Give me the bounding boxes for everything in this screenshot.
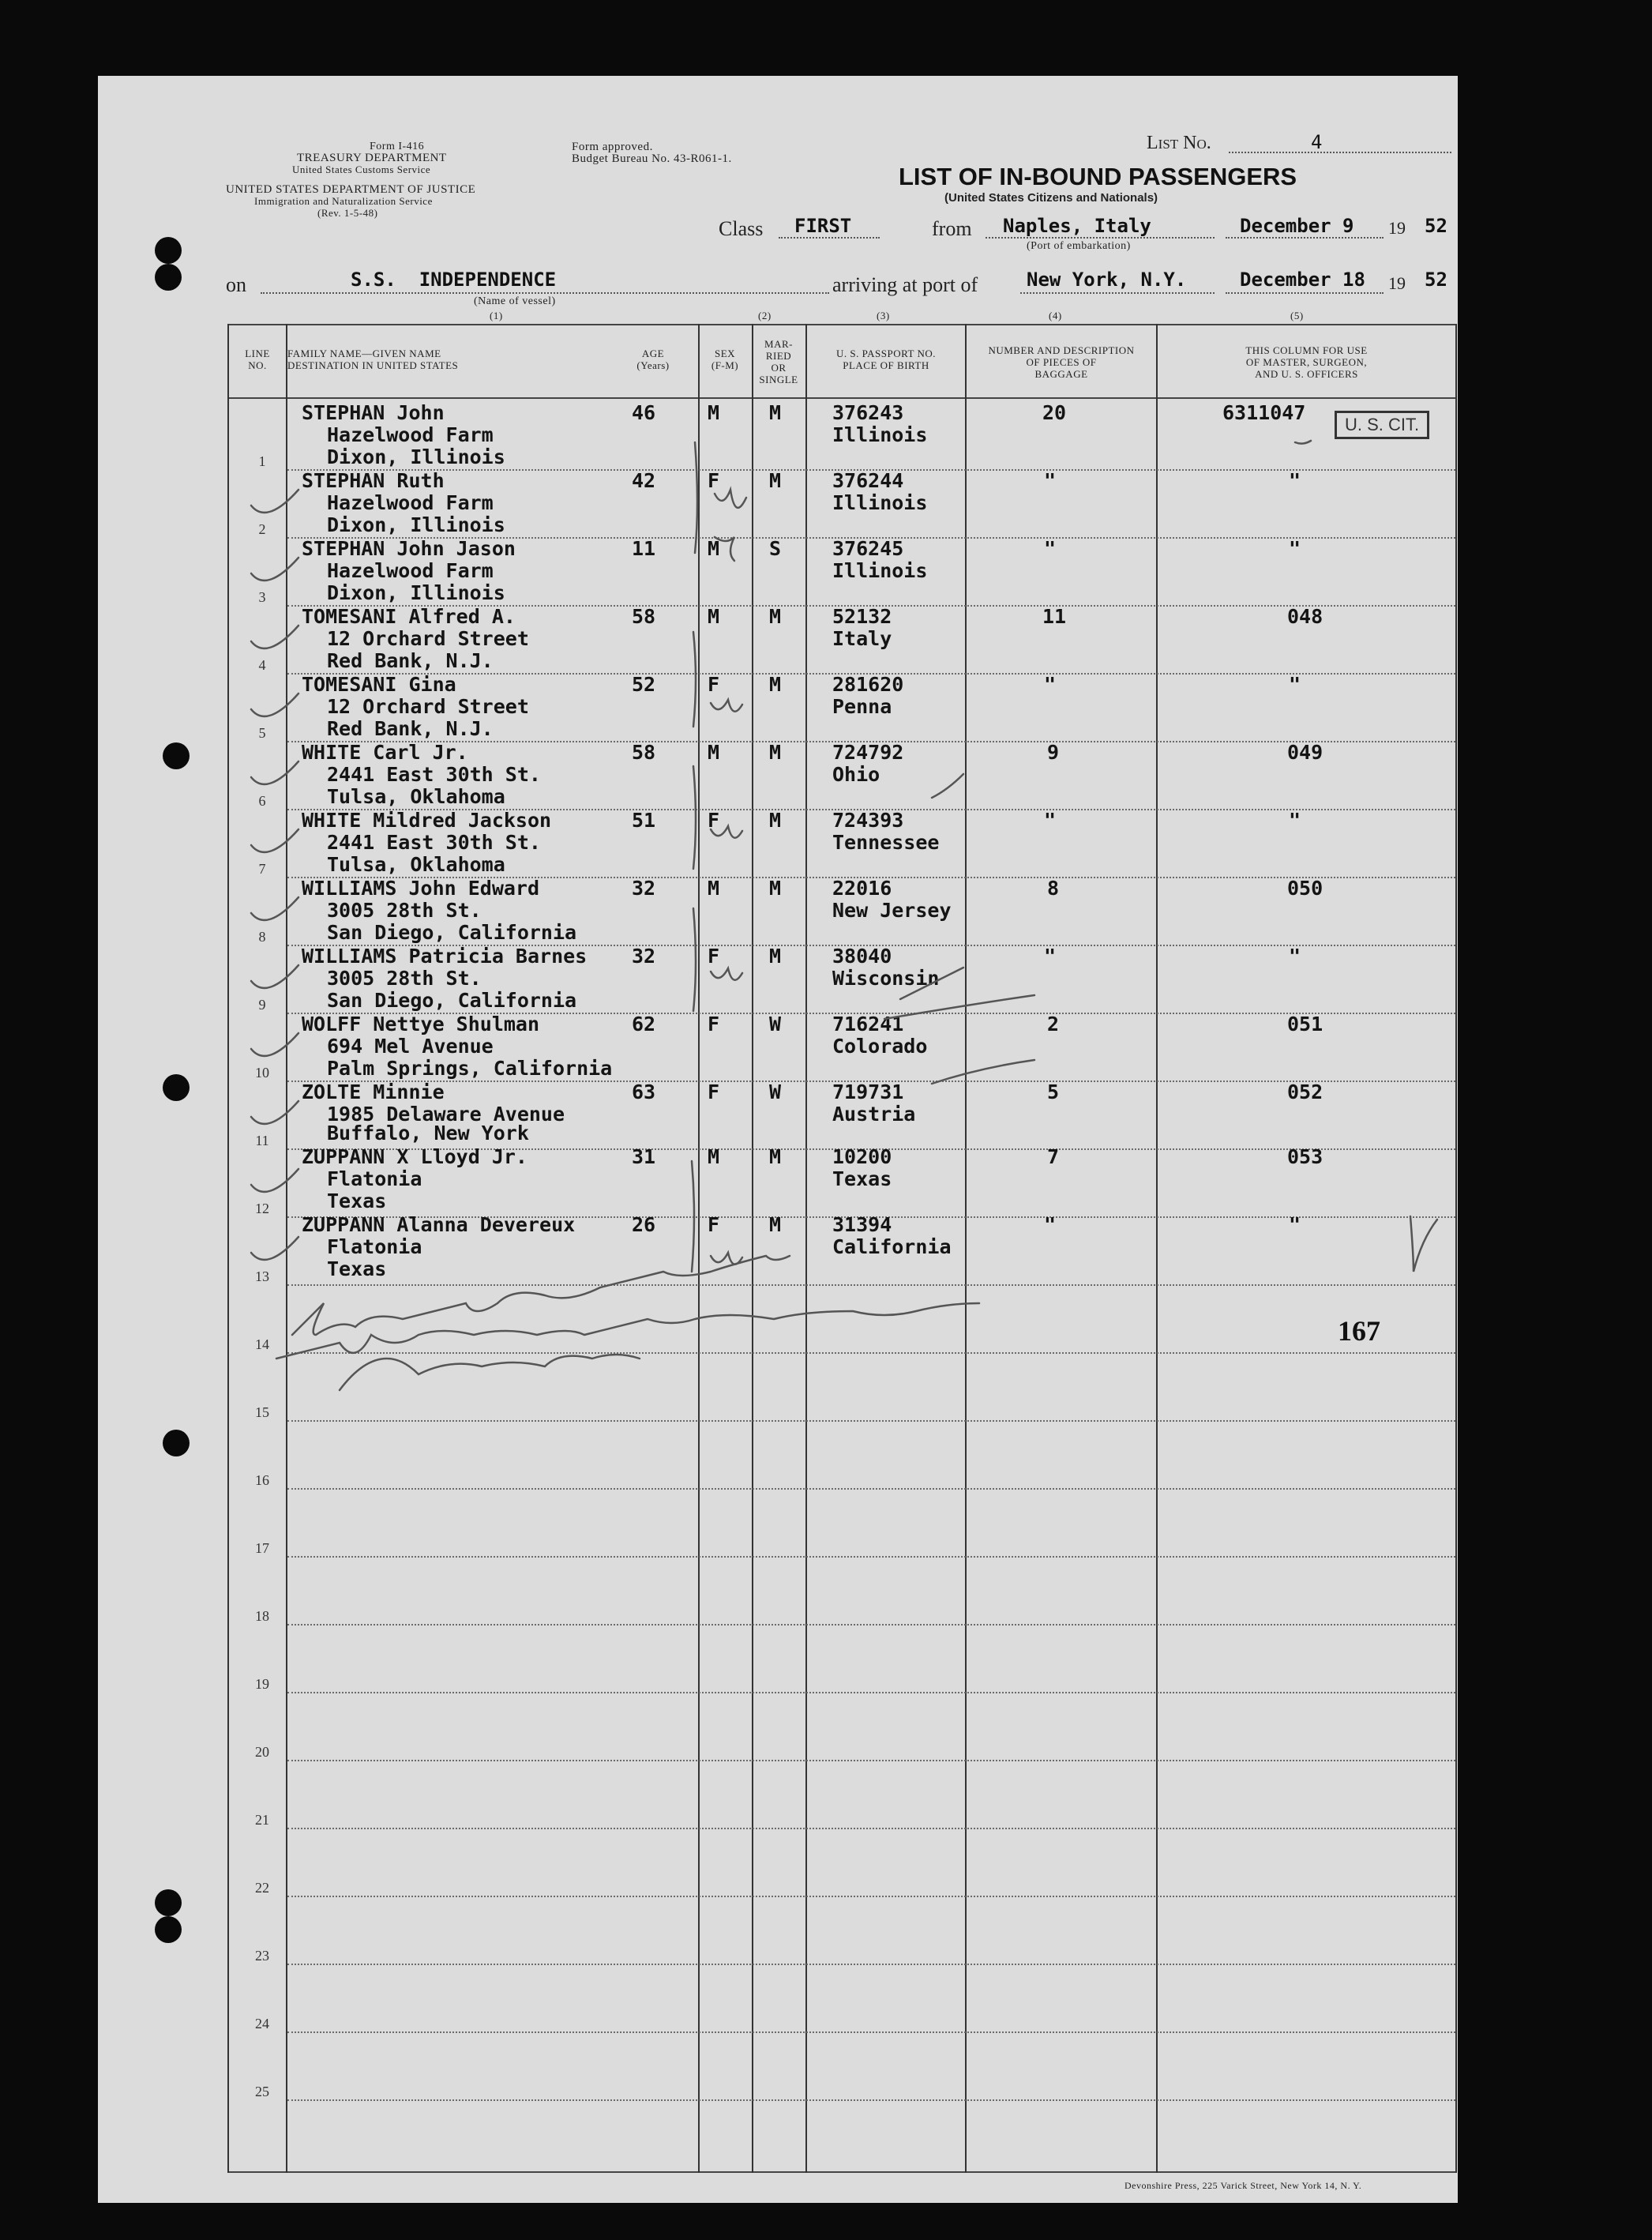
line-number: 15 bbox=[255, 1404, 269, 1420]
arrival-date-line bbox=[1226, 292, 1384, 294]
vessel-line bbox=[261, 292, 829, 294]
passenger-name: TOMESANI Alfred A. bbox=[302, 605, 516, 628]
passenger-married: M bbox=[769, 945, 782, 968]
passenger-city: Red Bank, N.J. bbox=[327, 717, 494, 740]
passenger-city: Red Bank, N.J. bbox=[327, 649, 494, 672]
passenger-age: 52 bbox=[632, 673, 656, 696]
class-line bbox=[779, 237, 880, 239]
class-value: FIRST bbox=[794, 215, 852, 237]
line-number: 3 bbox=[258, 589, 266, 605]
place-of-birth: Texas bbox=[832, 1167, 892, 1190]
baggage-count: 9 bbox=[1047, 741, 1060, 764]
line-number: 9 bbox=[258, 997, 266, 1013]
from-line bbox=[986, 237, 1215, 239]
baggage-count: 5 bbox=[1047, 1081, 1060, 1103]
passport-number: 376245 bbox=[832, 537, 904, 560]
embark-date-line bbox=[1226, 237, 1384, 239]
form-number: Form I-416 bbox=[370, 141, 425, 152]
passenger-address: Flatonia bbox=[327, 1167, 422, 1190]
passenger-address: 694 Mel Avenue bbox=[327, 1035, 494, 1058]
passenger-sex: M bbox=[708, 605, 720, 628]
line-number: 20 bbox=[255, 1744, 269, 1760]
passenger-age: 58 bbox=[632, 741, 656, 764]
place-of-birth: Austria bbox=[832, 1103, 916, 1126]
passenger-age: 63 bbox=[632, 1081, 656, 1103]
page-title: LIST OF IN-BOUND PASSENGERS bbox=[899, 163, 1297, 190]
passenger-married: M bbox=[769, 605, 782, 628]
officer-note: " bbox=[1289, 469, 1301, 492]
passenger-age: 46 bbox=[632, 401, 656, 424]
officer-note: " bbox=[1289, 1213, 1301, 1236]
page-number: 167 bbox=[1338, 1315, 1380, 1347]
vessel-name: S.S. INDEPENDENCE bbox=[351, 269, 557, 291]
passenger-name: WILLIAMS John Edward bbox=[302, 877, 540, 900]
ins: Immigration and Naturalization Service bbox=[254, 195, 433, 207]
passenger-married: S bbox=[769, 537, 782, 560]
col-age: AGE (Years) bbox=[636, 348, 670, 371]
passenger-city: Tulsa, Oklahoma bbox=[327, 853, 505, 876]
line-number: 16 bbox=[255, 1472, 269, 1488]
passenger-sex: F bbox=[708, 469, 720, 492]
arrival-year-prefix: 19 bbox=[1388, 273, 1406, 293]
line-number: 4 bbox=[258, 657, 266, 673]
col-sex: SEX (F-M) bbox=[711, 348, 739, 371]
passenger-sex: F bbox=[708, 673, 720, 696]
baggage-count: " bbox=[1044, 945, 1057, 968]
line-number: 5 bbox=[258, 725, 266, 741]
col-passport: U. S. PASSPORT NO. PLACE OF BIRTH bbox=[836, 348, 936, 371]
embark-caption: (Port of embarkation) bbox=[1027, 240, 1131, 252]
passenger-city: Buffalo, New York bbox=[327, 1122, 529, 1144]
passenger-married: M bbox=[769, 877, 782, 900]
form-approved: Form approved. bbox=[572, 141, 653, 153]
passenger-city: Dixon, Illinois bbox=[327, 445, 505, 468]
passenger-address: Flatonia bbox=[327, 1235, 422, 1258]
passport-number: 52132 bbox=[832, 605, 892, 628]
passenger-city: Dixon, Illinois bbox=[327, 581, 505, 604]
passenger-sex: F bbox=[708, 945, 720, 968]
passenger-city: Palm Springs, California bbox=[327, 1057, 613, 1080]
passenger-married: W bbox=[769, 1081, 782, 1103]
passenger-age: 51 bbox=[632, 809, 656, 832]
baggage-count: 11 bbox=[1042, 605, 1067, 628]
passenger-address: Hazelwood Farm bbox=[327, 423, 494, 446]
line-number: 1 bbox=[258, 453, 266, 469]
passenger-name: STEPHAN Ruth bbox=[302, 469, 445, 492]
officer-note: " bbox=[1289, 673, 1301, 696]
passenger-age: 32 bbox=[632, 945, 656, 968]
passport-number: 22016 bbox=[832, 877, 892, 900]
passport-number: 376244 bbox=[832, 469, 904, 492]
arrival-port: New York, N.Y. bbox=[1027, 269, 1187, 291]
printer-credit: Devonshire Press, 225 Varick Street, New York 14, N. Y. bbox=[1124, 2180, 1362, 2191]
arrival-year: 52 bbox=[1425, 269, 1447, 291]
line-number: 12 bbox=[255, 1201, 269, 1216]
line-number: 19 bbox=[255, 1676, 269, 1692]
baggage-count: 7 bbox=[1047, 1145, 1060, 1168]
passenger-name: WOLFF Nettye Shulman bbox=[302, 1013, 540, 1035]
passenger-name: WHITE Mildred Jackson bbox=[302, 809, 552, 832]
passport-number: 724792 bbox=[832, 741, 904, 764]
col-officers: THIS COLUMN FOR USE OF MASTER, SURGEON, AND U. S. OFFICERS bbox=[1245, 344, 1368, 380]
passenger-name: STEPHAN John bbox=[302, 401, 445, 424]
line-number: 8 bbox=[258, 929, 266, 945]
col-name: FAMILY NAME—GIVEN NAME DESTINATION IN UNITED STATES bbox=[287, 348, 459, 371]
col-baggage: NUMBER AND DESCRIPTION OF PIECES OF BAGGAGE bbox=[988, 344, 1135, 380]
passenger-sex: M bbox=[708, 1145, 720, 1168]
place-of-birth: Ohio bbox=[832, 763, 880, 786]
baggage-count: 20 bbox=[1042, 401, 1067, 424]
passenger-age: 26 bbox=[632, 1213, 656, 1236]
officer-note: 6311047 bbox=[1222, 401, 1306, 424]
passenger-name: ZUPPANN X Lloyd Jr. bbox=[302, 1145, 528, 1168]
manifest-page bbox=[98, 76, 1458, 2203]
line-number: 21 bbox=[255, 1812, 269, 1828]
justice-dept: UNITED STATES DEPARTMENT OF JUSTICE bbox=[226, 183, 476, 196]
passenger-sex: M bbox=[708, 877, 720, 900]
line-number: 17 bbox=[255, 1540, 269, 1556]
passenger-address: 12 Orchard Street bbox=[327, 695, 529, 718]
passport-number: 10200 bbox=[832, 1145, 892, 1168]
place-of-birth: Tennessee bbox=[832, 831, 940, 854]
col-line-no: LINE NO. bbox=[245, 348, 270, 371]
col-married: MAR- RIED OR SINGLE bbox=[759, 338, 798, 385]
passenger-address: 12 Orchard Street bbox=[327, 627, 529, 650]
line-number: 24 bbox=[255, 2016, 269, 2031]
passenger-sex: M bbox=[708, 741, 720, 764]
list-no-value: 4 bbox=[1311, 131, 1323, 153]
passenger-married: M bbox=[769, 741, 782, 764]
passenger-age: 58 bbox=[632, 605, 656, 628]
passport-number: 376243 bbox=[832, 401, 904, 424]
passport-number: 31394 bbox=[832, 1213, 892, 1236]
passenger-address: 2441 East 30th St. bbox=[327, 831, 541, 854]
passport-number: 281620 bbox=[832, 673, 904, 696]
embark-date: December 9 bbox=[1240, 215, 1354, 237]
passenger-city: San Diego, California bbox=[327, 989, 577, 1012]
list-no-line bbox=[1229, 152, 1451, 153]
passenger-age: 42 bbox=[632, 469, 656, 492]
embark-year-prefix: 19 bbox=[1388, 218, 1406, 238]
officer-note: 048 bbox=[1287, 605, 1323, 628]
class-label: Class bbox=[719, 217, 764, 240]
passenger-name: ZOLTE Minnie bbox=[302, 1081, 445, 1103]
arriving-label: arriving at port of bbox=[832, 273, 978, 296]
passenger-address: 2441 East 30th St. bbox=[327, 763, 541, 786]
passenger-married: M bbox=[769, 1145, 782, 1168]
line-number: 6 bbox=[258, 793, 266, 809]
passenger-address: 3005 28th St. bbox=[327, 967, 482, 990]
passport-number: 38040 bbox=[832, 945, 892, 968]
colnum-1: (1) bbox=[490, 310, 503, 321]
line-number: 25 bbox=[255, 2084, 269, 2099]
us-citizen-stamp: U. S. CIT. bbox=[1335, 411, 1429, 439]
line-number: 18 bbox=[255, 1608, 269, 1624]
embark-year: 52 bbox=[1425, 215, 1447, 237]
from-value: Naples, Italy bbox=[1003, 215, 1151, 237]
line-number: 7 bbox=[258, 861, 266, 877]
passenger-address: Hazelwood Farm bbox=[327, 491, 494, 514]
line-number: 2 bbox=[258, 521, 266, 537]
arrival-date: December 18 bbox=[1240, 269, 1365, 291]
colnum-4: (4) bbox=[1049, 310, 1062, 321]
officer-note: 051 bbox=[1287, 1013, 1323, 1035]
colnum-3: (3) bbox=[877, 310, 890, 321]
line-number: 22 bbox=[255, 1880, 269, 1896]
officer-note: " bbox=[1289, 945, 1301, 968]
passenger-name: ZUPPANN Alanna Devereux bbox=[302, 1213, 576, 1236]
passenger-age: 11 bbox=[632, 537, 656, 560]
passenger-married: M bbox=[769, 673, 782, 696]
officer-note: 050 bbox=[1287, 877, 1323, 900]
passenger-address: 3005 28th St. bbox=[327, 899, 482, 922]
port-line bbox=[1020, 292, 1215, 294]
page-subtitle: (United States Citizens and Nationals) bbox=[944, 191, 1158, 205]
officer-note: 053 bbox=[1287, 1145, 1323, 1168]
passenger-sex: M bbox=[708, 401, 720, 424]
line-number: 11 bbox=[255, 1133, 269, 1148]
place-of-birth: Illinois bbox=[832, 559, 928, 582]
passenger-city: San Diego, California bbox=[327, 921, 577, 944]
passenger-name: WHITE Carl Jr. bbox=[302, 741, 468, 764]
passport-number: 716241 bbox=[832, 1013, 904, 1035]
line-number: 23 bbox=[255, 1948, 269, 1964]
vessel-caption: (Name of vessel) bbox=[474, 295, 556, 307]
passenger-married: W bbox=[769, 1013, 782, 1035]
baggage-count: 2 bbox=[1047, 1013, 1060, 1035]
passenger-age: 32 bbox=[632, 877, 656, 900]
passenger-name: TOMESANI Gina bbox=[302, 673, 456, 696]
passenger-city: Texas bbox=[327, 1190, 387, 1212]
place-of-birth: Colorado bbox=[832, 1035, 928, 1058]
passenger-sex: F bbox=[708, 1013, 720, 1035]
passenger-name: STEPHAN John Jason bbox=[302, 537, 516, 560]
baggage-count: " bbox=[1044, 537, 1057, 560]
passenger-address: 1985 Delaware Avenue bbox=[327, 1103, 565, 1126]
budget-bureau: Budget Bureau No. 43-R061-1. bbox=[572, 152, 732, 165]
passenger-age: 31 bbox=[632, 1145, 656, 1168]
passenger-married: M bbox=[769, 469, 782, 492]
list-no-label: List No. bbox=[1147, 133, 1211, 153]
passport-number: 724393 bbox=[832, 809, 904, 832]
passenger-sex: F bbox=[708, 1081, 720, 1103]
passenger-sex: F bbox=[708, 809, 720, 832]
place-of-birth: Italy bbox=[832, 627, 892, 650]
passenger-married: M bbox=[769, 1213, 782, 1236]
passenger-married: M bbox=[769, 401, 782, 424]
place-of-birth: Penna bbox=[832, 695, 892, 718]
passenger-name: WILLIAMS Patricia Barnes bbox=[302, 945, 588, 968]
passenger-sex: M bbox=[708, 537, 720, 560]
colnum-2: (2) bbox=[758, 310, 772, 321]
passport-number: 719731 bbox=[832, 1081, 904, 1103]
baggage-count: 8 bbox=[1047, 877, 1060, 900]
passenger-city: Dixon, Illinois bbox=[327, 513, 505, 536]
place-of-birth: Illinois bbox=[832, 423, 928, 446]
passenger-age: 62 bbox=[632, 1013, 656, 1035]
line-number: 13 bbox=[255, 1268, 269, 1284]
revision: (Rev. 1-5-48) bbox=[317, 207, 378, 219]
place-of-birth: Wisconsin bbox=[832, 967, 940, 990]
place-of-birth: New Jersey bbox=[832, 899, 952, 922]
on-label: on bbox=[226, 273, 246, 296]
customs-service: United States Customs Service bbox=[292, 163, 431, 175]
from-label: from bbox=[932, 217, 972, 240]
passenger-married: M bbox=[769, 809, 782, 832]
baggage-count: " bbox=[1044, 469, 1057, 492]
officer-note: 049 bbox=[1287, 741, 1323, 764]
passenger-sex: F bbox=[708, 1213, 720, 1236]
passenger-city: Texas bbox=[327, 1257, 387, 1280]
line-number: 14 bbox=[255, 1336, 269, 1352]
officer-note: 052 bbox=[1287, 1081, 1323, 1103]
baggage-count: " bbox=[1044, 673, 1057, 696]
place-of-birth: California bbox=[832, 1235, 952, 1258]
passenger-city: Tulsa, Oklahoma bbox=[327, 785, 505, 808]
treasury-dept: TREASURY DEPARTMENT bbox=[297, 152, 447, 164]
officer-note: " bbox=[1289, 809, 1301, 832]
baggage-count: " bbox=[1044, 809, 1057, 832]
baggage-count: " bbox=[1044, 1213, 1057, 1236]
line-number: 10 bbox=[255, 1065, 269, 1081]
officer-note: " bbox=[1289, 537, 1301, 560]
passenger-address: Hazelwood Farm bbox=[327, 559, 494, 582]
place-of-birth: Illinois bbox=[832, 491, 928, 514]
colnum-5: (5) bbox=[1290, 310, 1304, 321]
